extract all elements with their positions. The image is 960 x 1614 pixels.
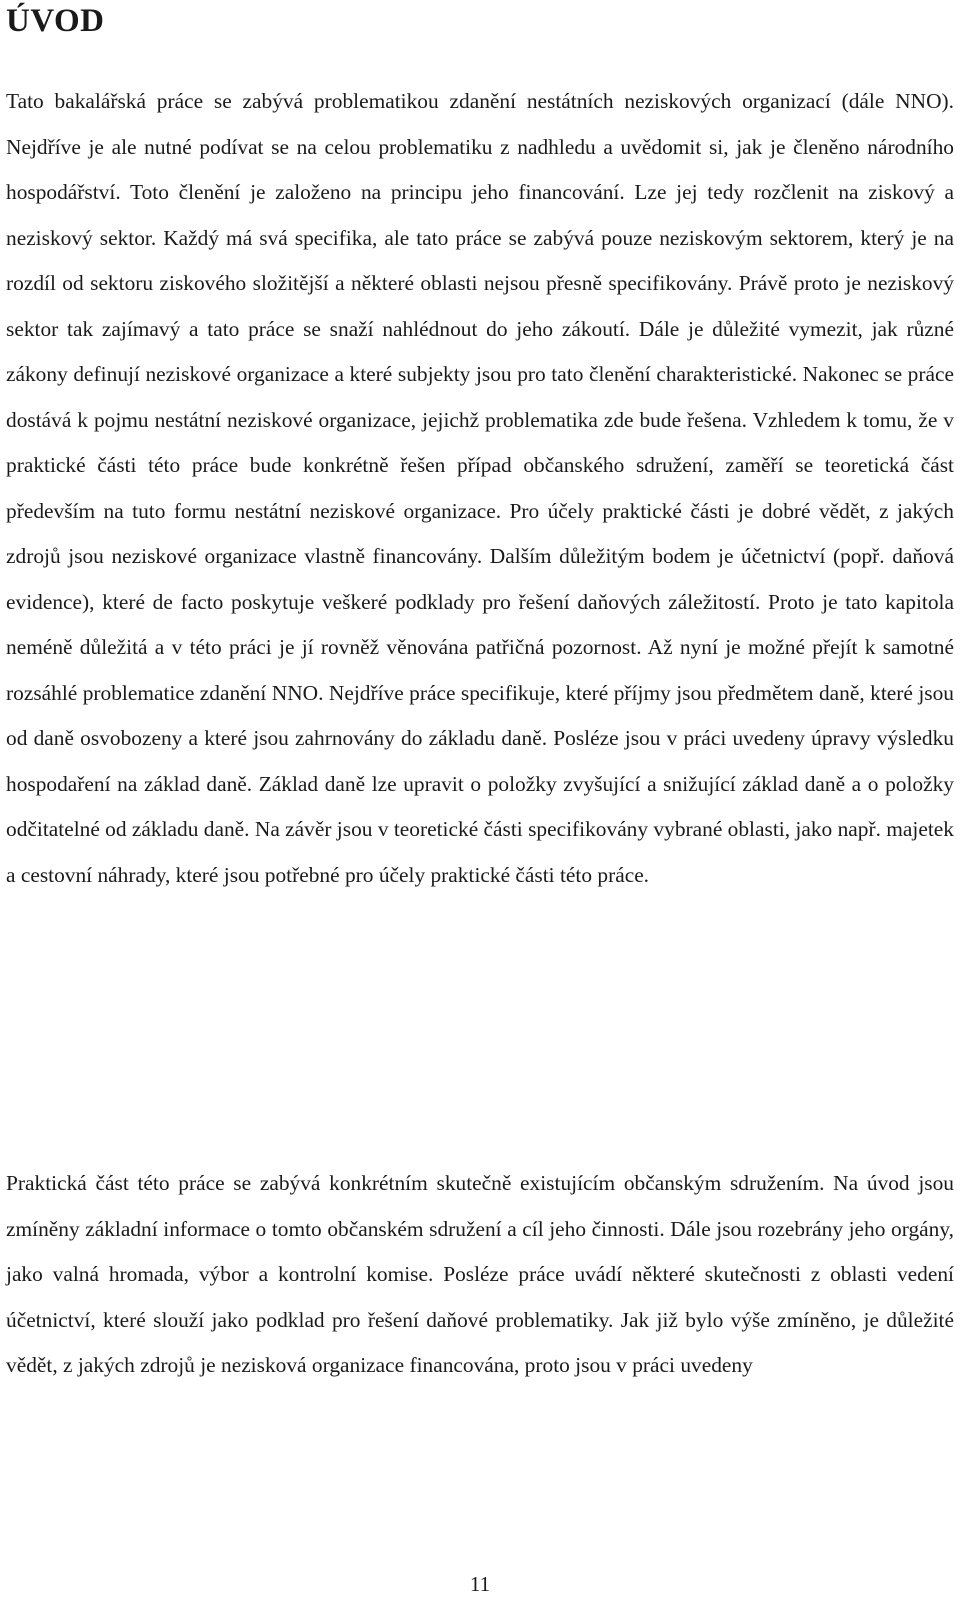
section-heading: ÚVOD	[6, 3, 105, 39]
paragraph-practical-part: Praktická část této práce se zabývá konkrétním skutečně existujícím občanským sdružením. Na úvod jsou zmíněny základní informace o tomto občanském sdružení a cíl jeho činnosti. Dále jsou rozebrány jeho orgány, jako valná hromada, výbor a kontrolní komise. Posléze práce uvádí některé skutečnosti z oblasti vedení účetnictví, které slouží jako podklad pro řešení daňové problematiky. Jak již bylo výše zmíněno, je důležité vědět, z jakých zdrojů je nezisková organizace financována, proto jsou v práci uvedeny	[6, 1171, 954, 1377]
page-number: 11	[469, 1572, 491, 1596]
paragraph-introduction: Tato bakalářská práce se zabývá problematikou zdanění nestátních neziskových organizací (dále NNO). Nejdříve je ale nutné podívat se na celou problematiku z nadhledu a uvědomit si, jak je členěno národního hospodářství. Toto členění je založeno na principu jeho financování. Lze jej tedy rozčlenit na ziskový a neziskový sektor. Každý má svá specifika, ale tato práce se zabývá pouze neziskovým sektorem, který je na rozdíl od sektoru ziskového složitější a některé oblasti nejsou přesně specifikovány. Právě proto je neziskový sektor tak zajímavý a tato práce se snaží nahlédnout do jeho zákoutí. Dále je důležité vymezit, jak různé zákony definují neziskové organizace a které subjekty jsou pro tato členění charakteristické. Nakonec se práce dostává k pojmu nestátní neziskové organizace, jejichž problematika zde bude řešena. Vzhledem k tomu, že v praktické části této práce bude konkrétně řešen případ občanského sdružení, zaměří se teoretická část především na tuto formu nestátní neziskové organizace. Pro účely praktické části je dobré vědět, z jakých zdrojů jsou neziskové organizace vlastně financovány. Dalším důležitým bodem je účetnictví (popř. daňová evidence), které de facto poskytuje veškeré podklady pro řešení daňových záležitostí. Proto je tato kapitola neméně důležitá a v této práci je jí rovněž věnována patřičná pozornost. Až nyní je možné přejít k samotné rozsáhlé problematice zdanění NNO. Nejdříve práce specifikuje, které příjmy jsou předmětem daně, které jsou od daně osvobozeny a které jsou zahrnovány do základu daně. Posléze jsou v práci uvedeny úpravy výsledku hospodaření na základ daně. Základ daně lze upravit o položky zvyšující a snižující základ daně a o položky odčitatelné od základu daně. Na závěr jsou v teoretické části specifikovány vybrané oblasti, jako např. majetek a cestovní náhrady, které jsou potřebné pro účely praktické části této práce.	[6, 89, 954, 887]
